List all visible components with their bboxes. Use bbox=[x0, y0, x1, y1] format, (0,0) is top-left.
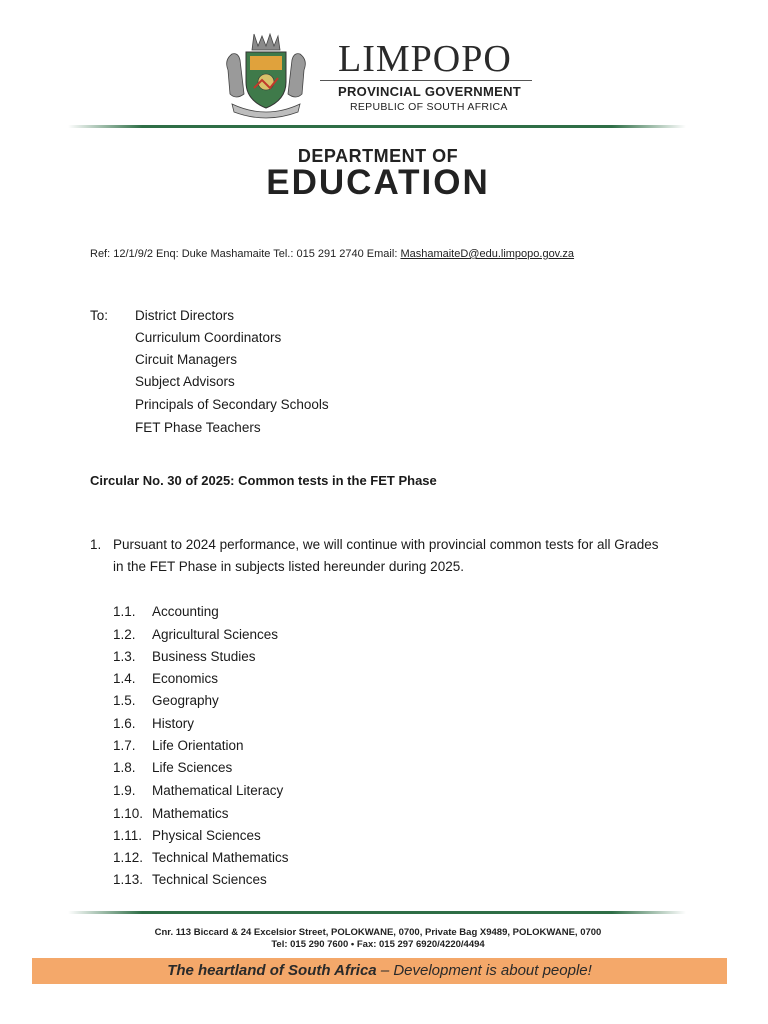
email-link[interactable]: MashamaiteD@edu.limpopo.gov.za bbox=[400, 248, 575, 260]
subject-name: Mathematics bbox=[152, 806, 229, 821]
recipient-item: FET Phase Teachers bbox=[135, 420, 261, 435]
subject-number: 1.6. bbox=[113, 716, 136, 731]
recipients-label: To: bbox=[90, 308, 109, 323]
footer-address: Cnr. 113 Biccard & 24 Excelsior Street, POLOKWANE, 0700, Private Bag X9489, POLOKWANE, 0700 bbox=[154, 927, 602, 938]
government-label: PROVINCIAL GOVERNMENT bbox=[338, 84, 522, 99]
letterhead-divider bbox=[320, 80, 532, 81]
coat-of-arms-icon bbox=[218, 30, 314, 122]
slogan-rest: – Development is about people! bbox=[376, 962, 592, 979]
paragraph-text-line: in the FET Phase in subjects listed hereunder during 2025. bbox=[113, 559, 464, 574]
reference-text: Ref: 12/1/9/2 Enq: Duke Mashamaite Tel.: 015 291 2740 Email: bbox=[90, 248, 401, 260]
republic-label: REPUBLIC OF SOUTH AFRICA bbox=[350, 101, 508, 113]
subject-name: Mathematical Literacy bbox=[152, 783, 284, 798]
circular-title: Circular No. 30 of 2025: Common tests in the FET Phase bbox=[90, 473, 437, 488]
subject-name: History bbox=[152, 716, 195, 731]
subject-name: Physical Sciences bbox=[152, 828, 261, 843]
subject-number: 1.11. bbox=[113, 828, 143, 843]
subject-name: Geography bbox=[152, 693, 219, 708]
footer-rule bbox=[68, 911, 686, 914]
subject-number: 1.1. bbox=[113, 604, 136, 619]
subject-number: 1.10. bbox=[113, 806, 144, 821]
subject-name: Technical Sciences bbox=[152, 872, 267, 887]
subject-number: 1.13. bbox=[113, 872, 144, 887]
subject-name: Agricultural Sciences bbox=[152, 627, 279, 642]
subject-number: 1.2. bbox=[113, 627, 136, 642]
subject-name: Technical Mathematics bbox=[152, 850, 289, 865]
footer-contact: Tel: 015 290 7600 • Fax: 015 297 6920/4220/4494 bbox=[271, 939, 485, 950]
subject-name: Economics bbox=[152, 671, 219, 686]
recipient-item: Curriculum Coordinators bbox=[135, 330, 282, 345]
slogan-bold: The heartland of South Africa bbox=[167, 962, 377, 979]
header-rule bbox=[68, 125, 686, 128]
recipient-item: Subject Advisors bbox=[135, 374, 235, 389]
recipient-item: Principals of Secondary Schools bbox=[135, 397, 329, 412]
recipient-item: District Directors bbox=[135, 308, 235, 323]
subject-number: 1.3. bbox=[113, 649, 136, 664]
subject-number: 1.7. bbox=[113, 738, 136, 753]
department-of-heading: DEPARTMENT OF bbox=[297, 146, 459, 166]
reference-line bbox=[90, 248, 574, 260]
subject-name: Business Studies bbox=[152, 649, 256, 664]
slogan bbox=[32, 962, 727, 979]
subject-number: 1.12. bbox=[113, 850, 144, 865]
subject-number: 1.4. bbox=[113, 671, 136, 686]
paragraph-text-line: Pursuant to 2024 performance, we will continue with provincial common tests for all Grades bbox=[113, 537, 659, 552]
province-name: LIMPOPO bbox=[338, 38, 512, 80]
subject-name: Life Sciences bbox=[152, 760, 233, 775]
paragraph-number: 1. bbox=[90, 537, 102, 552]
subject-name: Life Orientation bbox=[152, 738, 244, 753]
recipient-item: Circuit Managers bbox=[135, 352, 238, 367]
subject-name: Accounting bbox=[152, 604, 219, 619]
department-name-heading: EDUCATION bbox=[266, 163, 490, 202]
subject-number: 1.8. bbox=[113, 760, 136, 775]
subject-number: 1.5. bbox=[113, 693, 136, 708]
subject-number: 1.9. bbox=[113, 783, 136, 798]
